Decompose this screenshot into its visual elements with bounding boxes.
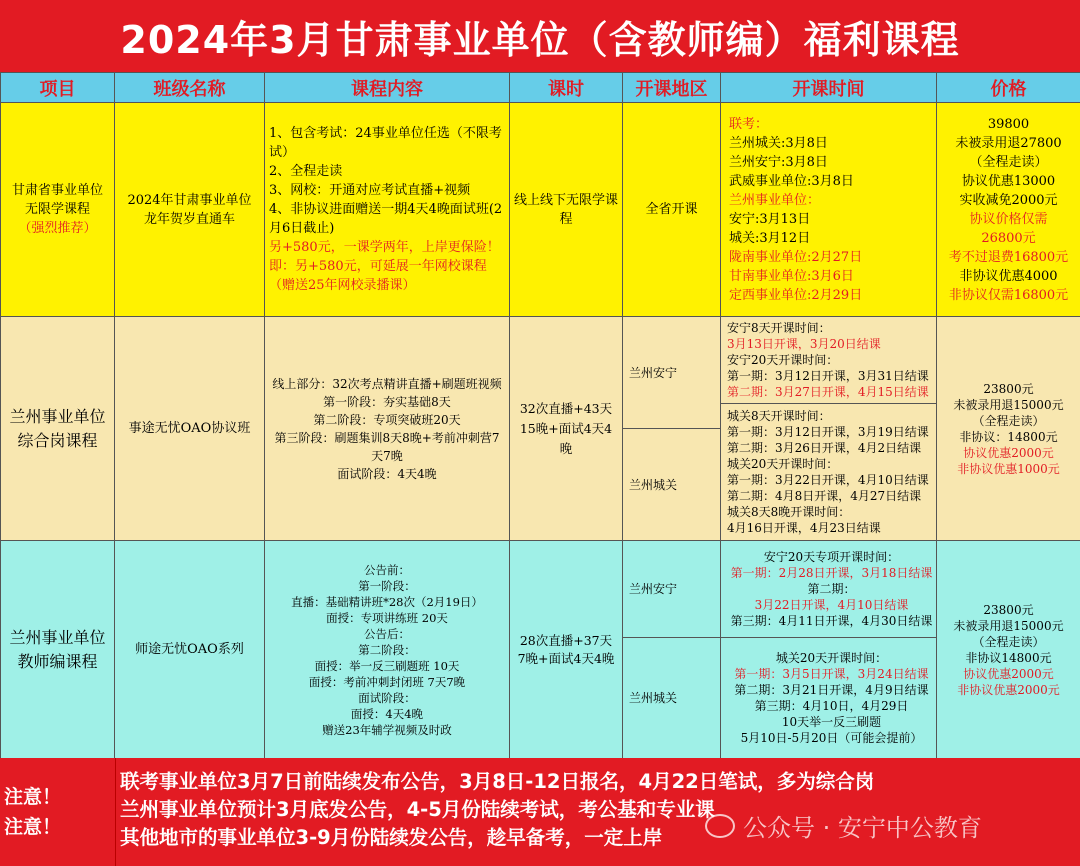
header-time: 开课时间: [721, 73, 937, 103]
text-line: 10天举一反三刷题: [781, 715, 882, 729]
text-line: 第一期：3月22日开课，4月10日结课: [727, 473, 929, 487]
header-project: 项目: [1, 73, 115, 103]
text-line: 定西事业单位:2月29日: [729, 287, 863, 303]
header-content: 课程内容: [265, 73, 510, 103]
price-cell: [937, 541, 1080, 759]
text-line: 1、包含考试：24事业单位任选（不限考试）: [269, 126, 502, 160]
text-line: 第一阶段：夯实基础8天: [323, 394, 451, 409]
text-line: 4月16日开课，4月23日结课: [727, 521, 881, 535]
project-cell: [1, 103, 115, 317]
text-line: 第三阶段：刷题集训8天8晚+考前冲刺营7天7晚: [274, 430, 500, 463]
text-line: 第二期：3月26日开课，4月2日结课: [727, 441, 922, 455]
time-cell: [721, 317, 937, 541]
text-line: 城关20天开课时间：: [775, 651, 888, 665]
text-line: 3月22日开课，4月10日结课: [754, 598, 909, 612]
region-item: 兰州安宁: [629, 365, 678, 380]
text-line: 城关8天开课时间：: [727, 409, 831, 423]
text-line: 安宁20天开课时间：: [727, 353, 839, 367]
project-line: 甘肃省事业单位: [11, 183, 103, 198]
text-line: 非协议仅需16800元: [948, 287, 1069, 303]
notice-label-line: 注意！: [4, 816, 62, 838]
text-line: 赠送23年辅学视频及时政: [322, 722, 452, 737]
class-name-cell: 2024年甘肃事业单位龙年贺岁直通车: [115, 103, 265, 317]
text-line: 即：另+580元，可延展一年网校课程（赠送25年网校录播课）: [269, 259, 487, 293]
text-line: 第二期：3月21日开课，4月9日结课: [734, 683, 929, 697]
project-line: 兰州事业单位: [9, 406, 106, 426]
text-line: 第一阶段：: [358, 578, 416, 593]
notice-line: 兰州事业单位预计3月底发公告，4-5月份陆续考试，考公基和专业课: [120, 798, 715, 821]
text-line: 兰州安宁:3月8日: [729, 154, 828, 170]
text-line: 第三期：4月10日，4月29日: [754, 699, 909, 713]
text-line: 非协议优惠1000元: [957, 461, 1060, 476]
text-line: 面授：专项讲练班 20天: [326, 610, 448, 625]
text-line: 另+580元，一课学两年，上岸更保险！: [269, 240, 500, 255]
text-line: （全程走读）: [969, 154, 1048, 170]
text-line: 第一期：2月28日开课，3月18日结课: [730, 566, 933, 580]
content-cell: [265, 103, 510, 317]
time-cell: [721, 541, 937, 759]
text-line: 23800元: [983, 381, 1034, 396]
text-line: 26800元: [981, 230, 1036, 246]
table-row: [1, 541, 1080, 759]
header-class-name: 班级名称: [115, 73, 265, 103]
watermark: [705, 808, 982, 843]
text-line: 第二阶段：专项突破班20天: [313, 412, 461, 427]
text-line: 第二阶段：: [358, 642, 416, 657]
project-recommend: （强烈推荐）: [18, 221, 97, 236]
project-line: 综合岗课程: [17, 430, 98, 450]
watermark-text: 公众号 · 安宁中公教育: [743, 814, 982, 842]
text-line: 城关8天8晚开课时间：: [727, 505, 851, 519]
time-block: [721, 637, 936, 758]
hours-cell: 32次直播+43天15晚+面试4天4晚: [510, 317, 623, 541]
region-item: 兰州安宁: [629, 582, 678, 596]
project-cell: [1, 317, 115, 541]
header-price: 价格: [937, 73, 1080, 103]
content-cell: [265, 317, 510, 541]
content-cell: [265, 541, 510, 759]
text-line: 协议优惠2000元: [963, 666, 1054, 681]
table-row: [1, 103, 1080, 317]
text-line: 未被录用退27800: [955, 135, 1062, 151]
text-line: 公告前：: [364, 562, 410, 577]
region-item: 兰州城关: [623, 637, 720, 758]
region-cell: [623, 541, 721, 759]
text-line: 线上部分：32次考点精讲直播+刷题班视频: [272, 376, 502, 391]
page-title: 2024年3月甘肃事业单位（含教师编）福利课程: [0, 0, 1080, 72]
text-line: 安宁20天专项开课时间：: [763, 550, 900, 564]
text-line: 安宁8天开课时间：: [727, 321, 831, 335]
price-cell: [937, 103, 1080, 317]
text-line: 陇南事业单位:2月27日: [729, 249, 863, 265]
text-line: 非协议：14800元: [959, 429, 1058, 444]
text-line: 甘南事业单位:3月6日: [729, 268, 854, 284]
notice-label: [0, 758, 116, 866]
text-line: 第二期：3月27日开课，4月15日结课: [727, 385, 929, 399]
course-table: [0, 72, 1080, 759]
text-line: 非协议14800元: [965, 650, 1052, 665]
table-row: [1, 317, 1080, 541]
text-line: 面授：考前冲刺封闭班 7天7晚: [308, 674, 466, 689]
price-cell: [937, 317, 1080, 541]
text-line: 面授：举一反三刷题班 10天: [314, 658, 460, 673]
text-line: 兰州城关:3月8日: [729, 135, 828, 151]
notice-line: 联考事业单位3月7日前陆续发布公告，3月8日-12日报名，4月22日笔试，多为综合岗: [120, 770, 875, 793]
text-line: 第三期：4月11日开课，4月30日结课: [730, 614, 933, 628]
text-line: 未被录用退15000元: [953, 397, 1064, 412]
text-line: 非协议优惠2000元: [957, 682, 1060, 697]
header-hours: 课时: [510, 73, 623, 103]
header-row: [1, 73, 1080, 103]
text-line: 23800元: [983, 602, 1034, 617]
text-line: 考不过退费16800元: [948, 249, 1069, 265]
text-line: 协议优惠2000元: [963, 445, 1054, 460]
region-cell: [623, 317, 721, 541]
text-line: 非协议优惠4000: [959, 268, 1058, 284]
text-line: 未被录用退15000元: [953, 618, 1064, 633]
notice-line: 其他地市的事业单位3-9月份陆续发公告，趁早备考，一定上岸: [120, 826, 663, 849]
text-line: 联考：: [729, 116, 769, 132]
project-line: 兰州事业单位: [9, 627, 106, 647]
text-line: 公告后：: [364, 626, 410, 641]
text-line: 3、网校：开通对应考试直播+视频: [269, 183, 471, 198]
region-cell: 全省开课: [623, 103, 721, 317]
project-line: 教师编课程: [17, 651, 98, 671]
time-block: [721, 317, 936, 403]
text-line: 第一期：3月12日开课，3月31日结课: [727, 369, 929, 383]
text-line: 39800: [987, 116, 1030, 132]
class-name-cell: 师途无忧OAO系列: [115, 541, 265, 759]
text-line: 面授：4天4晚: [350, 706, 424, 721]
text-line: 城关:3月12日: [729, 230, 811, 246]
text-line: 第二期：4月8日开课，4月27日结课: [727, 489, 922, 503]
hours-cell: 28次直播+37天7晚+面试4天4晚: [510, 541, 623, 759]
text-line: 5月10日-5月20日（可能会提前）: [740, 731, 923, 745]
region-item: 兰州城关: [623, 428, 720, 540]
text-line: 4、非协议进面赠送一期4天4晚面试班(2月6日截止): [269, 202, 503, 236]
text-line: （全程走读）: [972, 413, 1045, 428]
text-line: 2、全程走读: [269, 164, 343, 179]
text-line: 兰州事业单位：: [729, 192, 821, 208]
class-name-cell: 事途无忧OAO协议班: [115, 317, 265, 541]
text-line: 实收减免2000元: [959, 192, 1058, 208]
wechat-icon: [705, 814, 735, 838]
text-line: 武威事业单位:3月8日: [729, 173, 854, 189]
hours-cell: 线上线下无限学课程: [510, 103, 623, 317]
text-line: 直播：基础精讲班*28次（2月19日）: [291, 594, 483, 609]
text-line: 面试阶段：: [358, 690, 416, 705]
header-region: 开课地区: [623, 73, 721, 103]
project-cell: [1, 541, 115, 759]
time-block: [721, 403, 936, 540]
text-line: 安宁:3月13日: [729, 211, 811, 227]
project-line: 无限学课程: [24, 202, 90, 217]
text-line: 第二期：: [807, 582, 856, 596]
text-line: 城关20天开课时间：: [727, 457, 839, 471]
text-line: （全程走读）: [972, 634, 1045, 649]
text-line: 面试阶段：4天4晚: [337, 466, 437, 481]
text-line: 第一期：3月12日开课，3月19日结课: [727, 425, 929, 439]
text-line: 协议优惠13000: [961, 173, 1056, 189]
time-block: [721, 541, 936, 637]
text-line: 第一期：3月5日开课，3月24日结课: [734, 667, 929, 681]
notice-label-line: 注意！: [4, 786, 62, 808]
text-line: 3月13日开课，3月20日结课: [727, 337, 881, 351]
text-line: 协议价格仅需: [969, 211, 1048, 227]
time-cell: [721, 103, 937, 317]
